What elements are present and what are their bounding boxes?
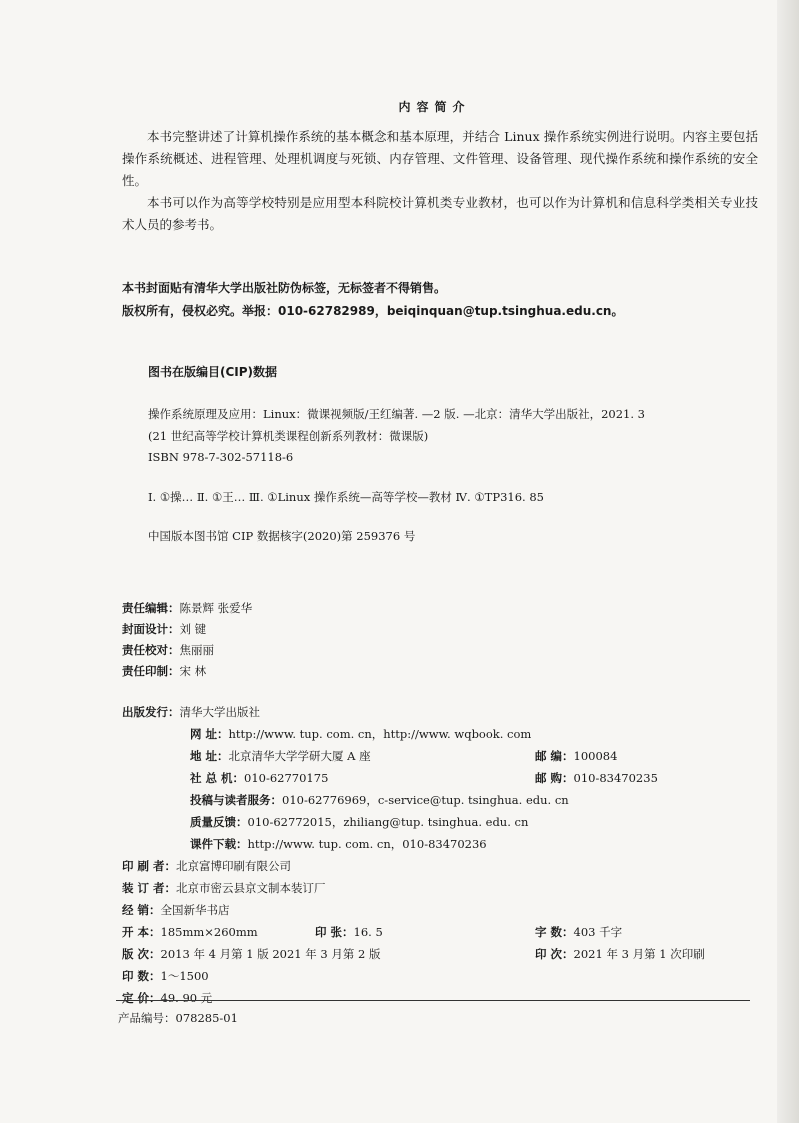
- print-run-value: 1～1500: [160, 969, 209, 983]
- print-manager-value: 宋 林: [179, 664, 207, 678]
- postcode-value: 100084: [573, 749, 618, 763]
- courseware-download-value: http://www. tup. com. cn，010-83470236: [247, 837, 487, 851]
- bottom-divider: [116, 1000, 750, 1001]
- switchboard-row: [190, 767, 328, 786]
- product-code-row: [118, 1007, 238, 1026]
- cip-title-line: 操作系统原理及应用：Linux：微课视频版/王红编著. —2 版. —北京：清华大学出版社，2021. 3: [148, 407, 645, 421]
- website-value: http://www. tup. com. cn，http://www. wqbook. com: [228, 727, 532, 741]
- summary-p1-line1: 本书完整讲述了计算机操作系统的基本概念和基本原理，并结合 Linux 操作系统实例进行说明。内: [147, 129, 696, 144]
- print-run-label: 印 数：: [122, 969, 161, 983]
- website-label: 网 址：: [190, 727, 229, 741]
- mail-order-row: [535, 767, 658, 786]
- quality-feedback-label: 质量反馈：: [190, 815, 248, 829]
- postcode-label: 邮 编：: [535, 749, 574, 763]
- printed-sheets-label: 印 张：: [315, 925, 354, 939]
- edition-label: 版 次：: [122, 947, 161, 961]
- printer-row: [122, 855, 291, 874]
- summary-p1-line3: 操作系统的安全性。: [122, 151, 758, 188]
- impression-row: [535, 943, 705, 962]
- cip-heading: 图书在版编目(CIP)数据: [148, 365, 278, 379]
- publisher-label: 出版发行：: [122, 705, 180, 719]
- quality-feedback-row: [190, 811, 528, 830]
- cip-series-line: (21 世纪高等学校计算机类课程创新系列教材：微课版): [148, 429, 429, 443]
- cip-library-number: 中国版本图书馆 CIP 数据核字(2020)第 259376 号: [148, 529, 416, 543]
- address-row: [190, 745, 371, 764]
- proofreader-row: [122, 639, 214, 658]
- proofreader-value: 焦丽丽: [179, 643, 214, 657]
- editor-row: [122, 597, 252, 616]
- reader-service-row: [190, 789, 569, 808]
- summary-paragraph-1: [122, 126, 758, 192]
- summary-p2-line2: 相关专业技术人员的参考书。: [122, 195, 758, 232]
- printed-sheets-row: [315, 921, 383, 940]
- publisher-name: 清华大学出版社: [179, 705, 260, 719]
- editor-value: 陈景辉 张爱华: [179, 601, 253, 615]
- word-count-label: 字 数：: [535, 925, 574, 939]
- print-manager-label: 责任印制：: [122, 664, 180, 678]
- mail-order-label: 邮 购：: [535, 771, 574, 785]
- word-count-row: [535, 921, 622, 940]
- impression-label: 印 次：: [535, 947, 574, 961]
- format-value: 185mm×260mm: [160, 925, 258, 939]
- printer-value: 北京富博印刷有限公司: [176, 859, 292, 873]
- reader-service-label: 投稿与读者服务：: [190, 793, 282, 807]
- cover-design-value: 刘 键: [179, 622, 207, 636]
- distributor-row: [122, 899, 230, 918]
- page-edge: [777, 0, 799, 1123]
- address-value: 北京清华大学学研大厦 A 座: [228, 749, 371, 763]
- format-label: 开 本：: [122, 925, 161, 939]
- word-count-value: 403 千字: [573, 925, 623, 939]
- distributor-value: 全国新华书店: [160, 903, 230, 917]
- editor-label: 责任编辑：: [122, 601, 180, 615]
- cover-design-row: [122, 618, 206, 637]
- mail-order-value: 010-83470235: [573, 771, 658, 785]
- summary-p2-line1: 本书可以作为高等学校特别是应用型本科院校计算机类专业教材，也可以作为计算机和信息科学类: [147, 195, 695, 210]
- postcode-row: [535, 745, 617, 764]
- publisher-row: [122, 701, 260, 720]
- edition-value: 2013 年 4 月第 1 版 2021 年 3 月第 2 版: [160, 947, 381, 961]
- price-row: [122, 987, 212, 1006]
- cip-classification: Ⅰ. ①操… Ⅱ. ①王… Ⅲ. ①Linux 操作系统—高等学校—教材 Ⅳ. ①TP316. 85: [148, 490, 544, 504]
- printed-sheets-value: 16. 5: [353, 925, 383, 939]
- binder-value: 北京市密云县京文制本装订厂: [176, 881, 326, 895]
- printer-label: 印 刷 者：: [122, 859, 177, 873]
- website-row: [190, 723, 531, 742]
- quality-feedback-value: 010-62772015，zhiliang@tup. tsinghua. edu. cn: [247, 815, 529, 829]
- binder-label: 装 订 者：: [122, 881, 177, 895]
- impression-value: 2021 年 3 月第 1 次印刷: [573, 947, 705, 961]
- address-label: 地 址：: [190, 749, 229, 763]
- switchboard-label: 社 总 机：: [190, 771, 245, 785]
- edition-row: [122, 943, 381, 962]
- format-row: [122, 921, 258, 940]
- print-manager-row: [122, 660, 206, 679]
- binder-row: [122, 877, 326, 896]
- copyright-notice: 版权所有，侵权必究。举报：010-62782989，beiqinquan@tup.tsinghua.edu.cn。: [122, 304, 624, 318]
- price-label: 定 价：: [122, 991, 161, 1005]
- switchboard-value: 010-62770175: [244, 771, 329, 785]
- cover-design-label: 封面设计：: [122, 622, 180, 636]
- courseware-download-row: [190, 833, 487, 852]
- product-code-label: 产品编号：: [118, 1011, 176, 1025]
- cip-isbn: ISBN 978-7-302-57118-6: [148, 450, 294, 464]
- page-title: 内容简介: [398, 100, 471, 114]
- price-value: 49. 90 元: [160, 991, 213, 1005]
- summary-p1-line2: 容主要包括操作系统概述、进程管理、处理机调度与死锁、内存管理、文件管理、设备管理、现代操作系统和: [122, 129, 758, 166]
- print-run-row: [122, 965, 209, 984]
- reader-service-value: 010-62776969，c-service@tup. tsinghua. edu. cn: [282, 793, 569, 807]
- anti-counterfeit-notice: 本书封面贴有清华大学出版社防伪标签，无标签者不得销售。: [122, 281, 447, 295]
- summary-paragraph-2: [122, 192, 758, 236]
- proofreader-label: 责任校对：: [122, 643, 180, 657]
- product-code-value: 078285-01: [175, 1011, 238, 1025]
- courseware-download-label: 课件下载：: [190, 837, 248, 851]
- distributor-label: 经 销：: [122, 903, 161, 917]
